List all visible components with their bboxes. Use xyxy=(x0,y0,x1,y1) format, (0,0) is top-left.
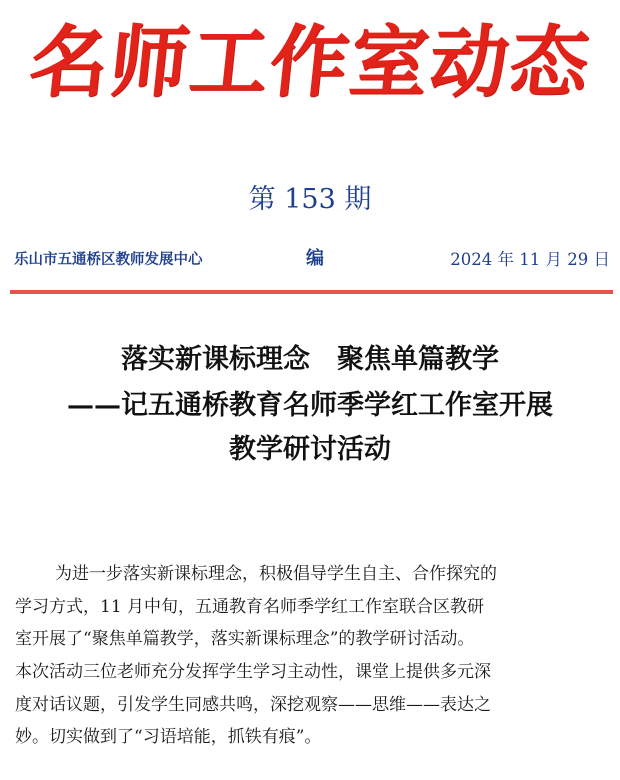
paragraph-line: 室开展了“聚焦单篇教学，落实新课标理念”的教学研讨活动。 xyxy=(15,629,475,650)
organization-name: 乐山市五通桥区教师发展中心 xyxy=(14,252,203,268)
header-divider xyxy=(10,290,613,294)
editor-label: 编 xyxy=(306,248,324,269)
publication-date: 2024 年 11 月 29 日 xyxy=(450,250,610,269)
paragraph-line: 本次活动三位老师充分发挥学生学习主动性，课堂上提供多元深 xyxy=(15,662,491,683)
masthead-title: 名师工作室动态 xyxy=(25,18,595,108)
paragraph-line: 学习方式，11 月中旬，五通教育名师季学红工作室联合区教研 xyxy=(15,596,485,617)
paragraph-line: 为进一步落实新课标理念，积极倡导学生自主、合作探究的 xyxy=(55,564,497,584)
publication-info-row xyxy=(14,246,610,272)
article-title-line-2: ——记五通桥教育名师季学红工作室开展 xyxy=(67,390,553,421)
article-title-line-3: 教学研讨活动 xyxy=(229,434,391,465)
paragraph-line: 妙。切实做到了“习语培能，抓铁有痕”。 xyxy=(15,727,322,748)
article-paragraph xyxy=(15,558,609,754)
issue-number: 第 153 期 xyxy=(248,184,372,215)
paragraph-line: 度对话议题，引发学生同感共鸣，深挖观察——思维——表达之 xyxy=(15,694,491,715)
article-title-line-1: 落实新课标理念 聚焦单篇教学 xyxy=(121,344,499,375)
